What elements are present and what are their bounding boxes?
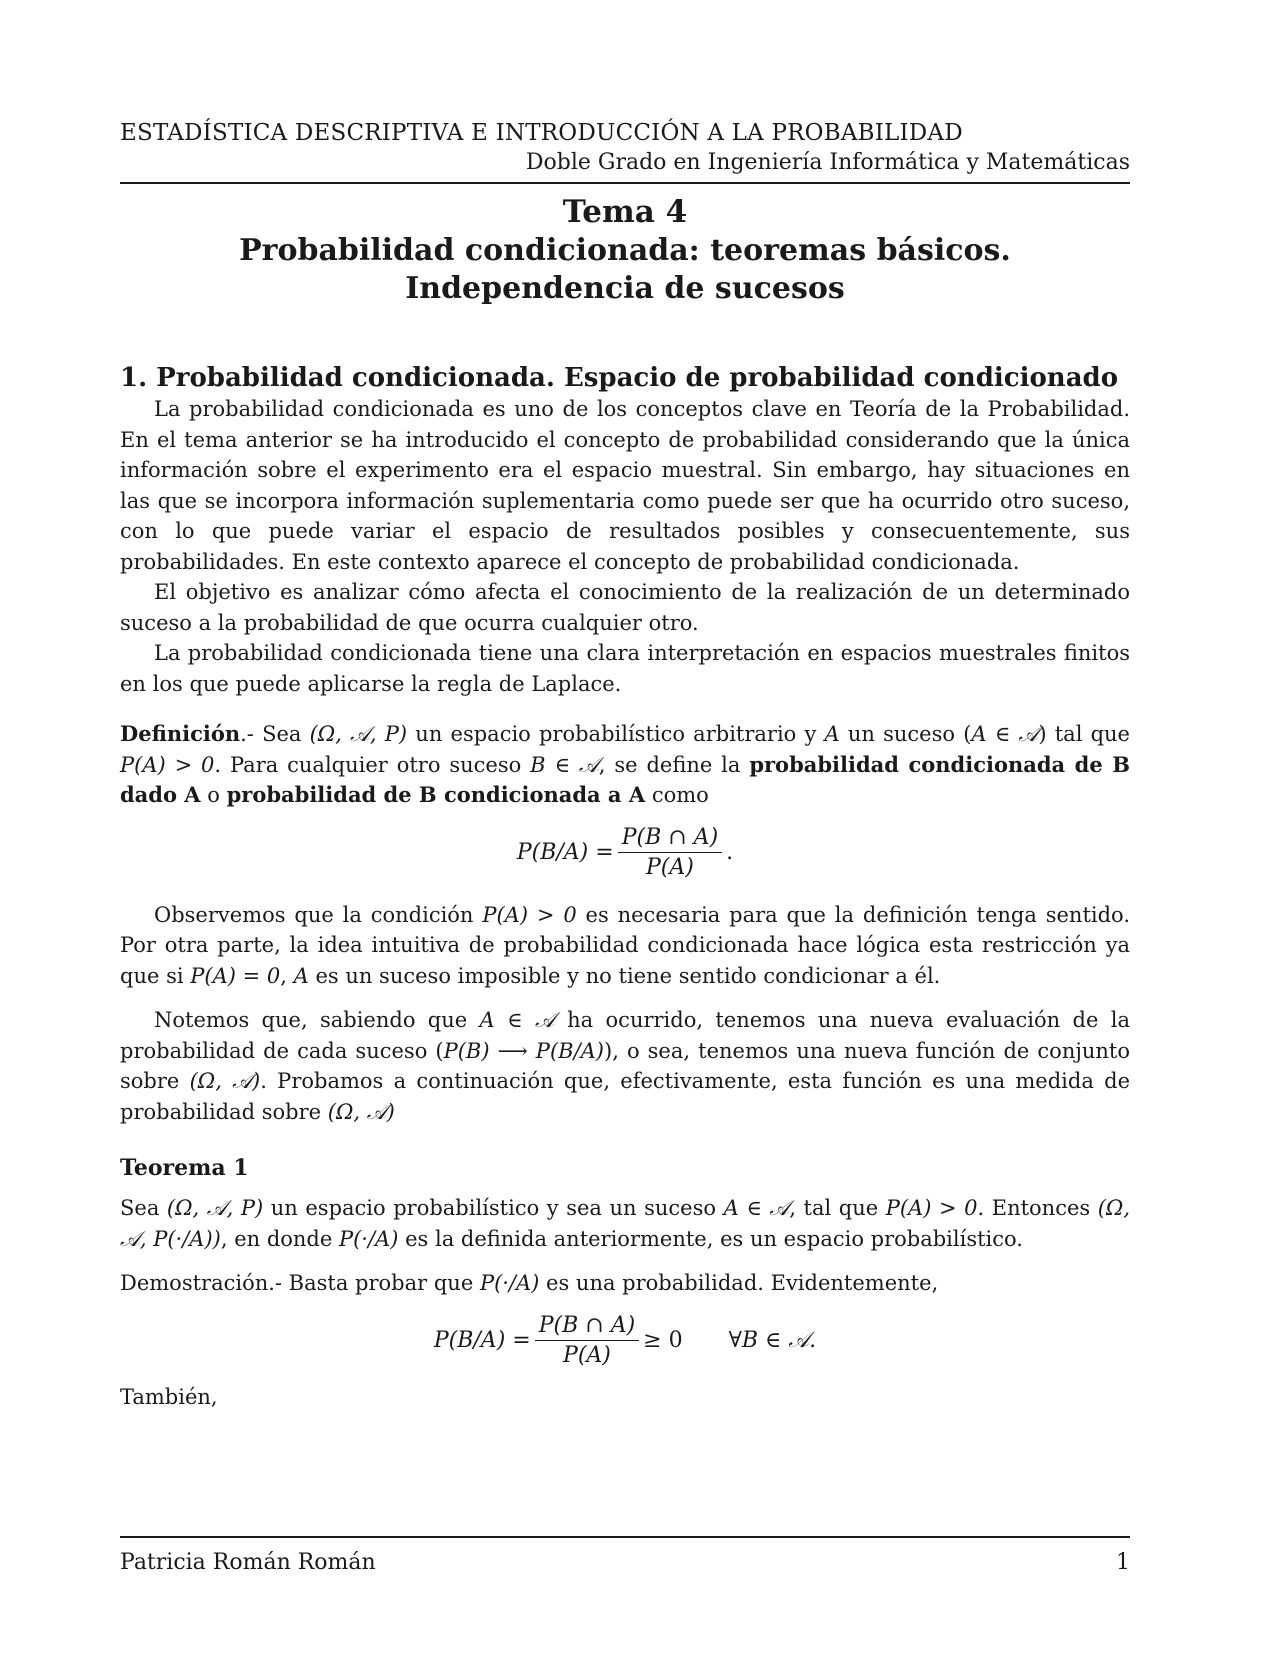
definition-label: Definición	[120, 721, 241, 746]
theorem-statement: Sea (Ω, 𝒜, P) un espacio probabilístico y sea un suceso A ∈ 𝒜, tal que P(A) > 0. Entonces (Ω, 𝒜, P(·/A)), en donde P(·/A) es la definida anteriormente, es un espacio probabilístico.	[120, 1196, 1131, 1251]
topic-number: Tema 4	[562, 194, 688, 230]
intro-paragraph-2: El objetivo es analizar cómo afecta el conocimiento de la realización de un determinado suceso a la probabilidad de que ocurra cualquier otro.	[120, 580, 1130, 635]
topic-title-line1: Probabilidad condicionada: teoremas básicos.	[239, 233, 1011, 268]
footer-rule	[120, 1536, 1130, 1538]
header-rule	[120, 182, 1130, 184]
definition-paragraph: Definición.- Sea (Ω, 𝒜, P) un espacio probabilístico arbitrario y A un suceso (A ∈ 𝒜) tal que P(A) > 0. Para cualquier otro suceso B ∈ 𝒜, se define la probabilidad condicionada de B dado A o probabilidad de B condicionada a A como	[120, 721, 1130, 807]
note-paragraph: Notemos que, sabiendo que A ∈ 𝒜 ha ocurrido, tenemos una nueva evaluación de la probabilidad de cada suceso (P(B) ⟶ P(B/A)), o sea, tenemos una nueva función de conjunto sobre (Ω, 𝒜). Probamos a continuación que, efectivamente, esta función es una medida de probabilidad sobre (Ω, 𝒜)	[120, 1008, 1130, 1124]
proof-continuation: También,	[120, 1384, 218, 1409]
intro-paragraph-1: La probabilidad condicionada es uno de los conceptos clave en Teoría de la Probabilidad. En el tema anterior se ha introducido el concepto de probabilidad considerando que la única información sobre el experimento era el espacio muestral. Sin embargo, hay situaciones en las que se incorpora información suplementaria como puede ser que ha ocurrido otro suceso, con lo que puede variar el espacio de resultados posibles y consecuentemente, sus probabilidades. En este contexto aparece el concepto de probabilidad condicionada.	[120, 397, 1130, 574]
proof-fraction: $\frac{P(B \cap A)}{P(A)}$	[535, 1313, 639, 1368]
proof-equation: P(B/A) = $\frac{P(B \cap A)}{P(A)}$ ≥ 0 ∀B ∈ 𝒜.	[433, 1312, 817, 1368]
definition-fraction: $\frac{P(B \cap A)}{P(A)}$	[618, 825, 722, 880]
topic-title-line2: Independencia de sucesos	[405, 271, 845, 306]
intro-paragraph-3: La probabilidad condicionada tiene una clara interpretación en espacios muestrales finitos en los que puede aplicarse la regla de Laplace.	[120, 641, 1130, 696]
definition-equation: P(B/A) = $\frac{P(B \cap A)}{P(A)}$ .	[516, 824, 734, 880]
theorem-title: Teorema 1	[120, 1155, 249, 1181]
page-number: 1	[1116, 1550, 1130, 1575]
footer-author: Patricia Román Román	[120, 1550, 376, 1575]
degree-header: Doble Grado en Ingeniería Informática y Matemáticas	[525, 150, 1130, 175]
observation-paragraph: Observemos que la condición P(A) > 0 es necesaria para que la definición tenga sentido. Por otra parte, la idea intuitiva de probabilidad condicionada hace lógica esta restricción ya que si P(A) = 0, A es un suceso imposible y no tiene sentido condicionar a él.	[120, 902, 1131, 988]
document-page	[120, 118, 1130, 1412]
course-header: ESTADÍSTICA DESCRIPTIVA E INTRODUCCIÓN A LA PROBABILIDAD	[120, 120, 963, 146]
proof-paragraph: Demostración.- Basta probar que P(·/A) es una probabilidad. Evidentemente,	[120, 1271, 939, 1295]
page-footer	[120, 1532, 1130, 1575]
section-heading: 1. Probabilidad condicionada. Espacio de probabilidad condicionado	[120, 363, 1119, 393]
